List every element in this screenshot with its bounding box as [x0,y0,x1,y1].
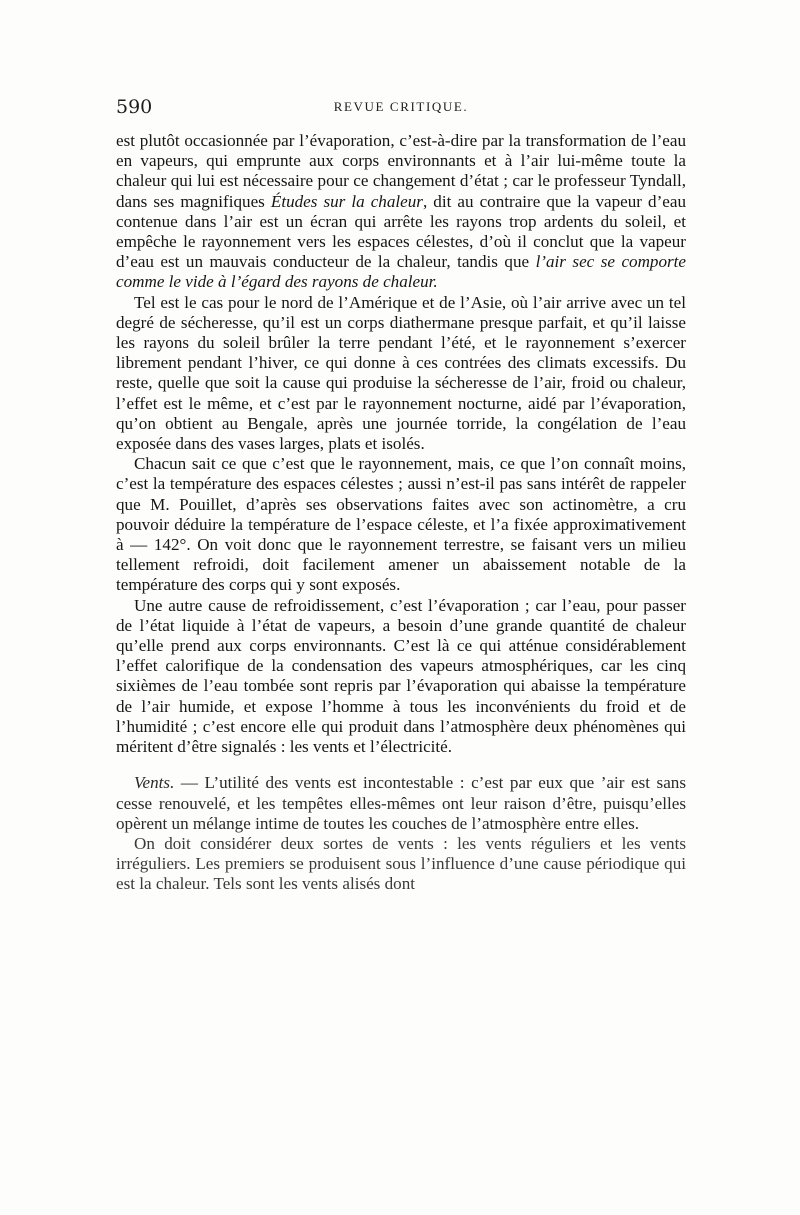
text-run: On doit considérer deux sortes de vents : les vents réguliers et les vents irréguliers. Les premiers se produisent sous l’influence d’une cause périodique qui est la chaleur. Tels sont les vents alisés dont [116,833,686,894]
text-run: Chacun sait ce que c’est que le rayonnement, mais, ce que l’on connaît moins, c’est la température des espaces célestes ; aussi n’est-il pas sans intérêt de rappeler que M. Pouillet, d’après ses observations faites avec son actinomètre, a cru pouvoir déduire la température de l’espace céleste, et l’a fixée approximativement à — 142°. On voit donc que le rayonnement terrestre, se faisant vers un milieu tellement refroidi, doit facilement amener un abaissement notable de la température des corps qui y sont exposés. [116,454,686,595]
text-run: , dit au contraire que la vapeur d’eau contenue dans l’air est un écran qui arrête les rayons trop ardents du soleil, et empêche le rayonnement vers les espaces célestes, d’où il conclut que la vapeur d’eau est un mauvais conducteur de la chaleur, tandis que [116,191,687,272]
paragraph-4 [116,596,686,758]
paragraph-6 [116,834,686,895]
italic-run-quote: l’air sec se comporte comme le vide à l’égard des rayons de chaleur. [116,252,687,292]
running-head: REVUE CRITIQUE. [333,99,469,114]
paragraph-5 [116,773,686,834]
body-text [116,131,686,895]
text-run: — L’utilité des vents est incontestable : c’est par eux que ’air est sans cesse renouvelé, et les tempêtes elles-mêmes ont leur raison d’être, puisqu’elles opèrent un mélange intime de toutes les couches de l’atmosphère entre elles. [116,773,686,833]
paragraph-3 [116,454,686,595]
paragraph-2 [116,293,686,455]
text-run: Tel est le cas pour le nord de l’Amérique et de l’Asie, où l’air arrive avec un tel degré de sécheresse, qu’il est un corps diathermane presque parfait, et qu’il laisse les rayons du soleil brûler la terre pendant l’été, et le rayonnement s’exercer librement pendant l’hiver, ce qui donne à ces contrées des climats excessifs. Du reste, quelle que soit la cause qui produise la sécheresse de l’air, froid ou chaleur, l’effet est le même, et c’est par le rayonnement nocturne, aidé par l’évaporation, qu’on obtient au Bengale, après une journée torride, la congélation de l’eau exposée dans des vases larges, plats et isolés. [116,292,686,454]
text-run: est plutôt occasionnée par l’évaporation, c’est-à-dire par la transformation de l’eau en vapeurs, qui emprunte aux corps environnants et à l’air lui-même toute la chaleur qui lui est nécessaire pour ce changement d’état ; car le professeur Tyndall, dans ses magnifiques [116,131,686,211]
section-title-vents: Vents. [134,773,175,793]
italic-run-book-title: Études sur la chaleur [270,191,423,211]
page-number: 590 [116,96,153,118]
paragraph-1 [116,131,686,293]
page-header [116,96,686,120]
text-run: Une autre cause de refroidissement, c’est l’évaporation ; car l’eau, pour passer de l’état liquide à l’état de vapeurs, a besoin d’une grande quantité de chaleur qu’elle prend aux corps environnants. C’est là ce qui atténue considérablement l’effet calorifique de la condensation des vapeurs atmosphériques, car les cinq sixièmes de l’eau tombée sont repris par l’évaporation qui abaisse la température de l’air humide, et expose l’homme à tous les inconvénients du froid et de l’humidité ; c’est encore elle qui produit dans l’atmosphère deux phénomènes qui méritent d’être signalés : les vents et l’électricité. [116,595,686,757]
